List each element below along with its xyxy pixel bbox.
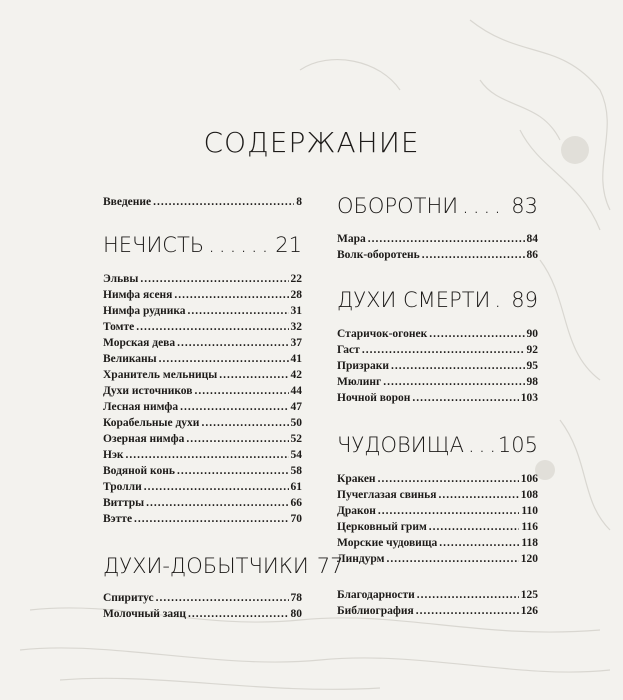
toc-section-nechist: НЕЧИСТЬ ..... 21 xyxy=(103,232,302,258)
toc-entry: Морская дева ..... 37 xyxy=(103,336,302,351)
toc-entry: Призраки ..... 95 xyxy=(337,359,538,374)
toc-entry: Эльвы ..... 22 xyxy=(103,272,302,287)
toc-entry: Тролли ..... 61 xyxy=(103,480,302,495)
toc-entry-bibliography: Библиография ..... 126 xyxy=(337,604,538,619)
page-title: СОДЕРЖАНИЕ xyxy=(203,126,420,159)
toc-entry: Ночной ворон ..... 103 xyxy=(337,391,538,406)
toc-entry: Томте ..... 32 xyxy=(103,320,302,335)
toc-entry: Лесная нимфа ..... 47 xyxy=(103,400,302,415)
toc-entry: Волк-оборотень ..... 86 xyxy=(337,248,538,263)
toc-entry: Морские чудовища ..... 118 xyxy=(337,536,538,551)
toc-entry: Церковный грим ..... 116 xyxy=(337,520,538,535)
toc-entry: Великаны ..... 41 xyxy=(103,352,302,367)
toc-entry: Нимфа рудника ..... 31 xyxy=(103,304,302,319)
toc-entry: Хранитель мельницы ..... 42 xyxy=(103,368,302,383)
toc-entry: Кракен ..... 106 xyxy=(337,472,538,487)
toc-section-dukhi-smerti: ДУХИ СМЕРТИ ..... 89 xyxy=(337,287,538,313)
toc-entry: Виттры ..... 66 xyxy=(103,496,302,511)
toc-entry: Духи источников ..... 44 xyxy=(103,384,302,399)
toc-entry: Нимфа ясеня ..... 28 xyxy=(103,288,302,303)
toc-entry: Вэтте ..... 70 xyxy=(103,512,302,527)
toc-entry: Пучеглазая свинья ..... 108 xyxy=(337,488,538,503)
toc-entry-acknowledgements: Благодарности ..... 125 xyxy=(337,588,538,603)
toc-entry: Дракон ..... 110 xyxy=(337,504,538,519)
toc-entry: Гаст ..... 92 xyxy=(337,343,538,358)
toc-entry: Спиритус ..... 78 xyxy=(103,591,302,606)
toc-section-oborotni: ОБОРОТНИ ..... 83 xyxy=(337,193,538,219)
toc-entry-intro: Введение ..... 8 xyxy=(103,195,302,210)
toc-entry: Мара ..... 84 xyxy=(337,232,538,247)
toc-entry: Молочный заяц ..... 80 xyxy=(103,607,302,622)
toc-entry: Озерная нимфа ..... 52 xyxy=(103,432,302,447)
toc-entry: Линдурм ..... 120 xyxy=(337,552,538,567)
toc-section-chudovishcha: ЧУДОВИЩА ..... 105 xyxy=(337,432,538,458)
toc-entry: Корабельные духи ..... 50 xyxy=(103,416,302,431)
toc-entry: Нэк ..... 54 xyxy=(103,448,302,463)
toc-entry: Старичок-огонек ..... 90 xyxy=(337,327,538,342)
toc-entry: Водяной конь ..... 58 xyxy=(103,464,302,479)
toc-entry: Мюлинг ..... 98 xyxy=(337,375,538,390)
toc-section-dukhi-dobytchiki: ДУХИ-ДОБЫТЧИКИ 77 xyxy=(103,554,344,578)
